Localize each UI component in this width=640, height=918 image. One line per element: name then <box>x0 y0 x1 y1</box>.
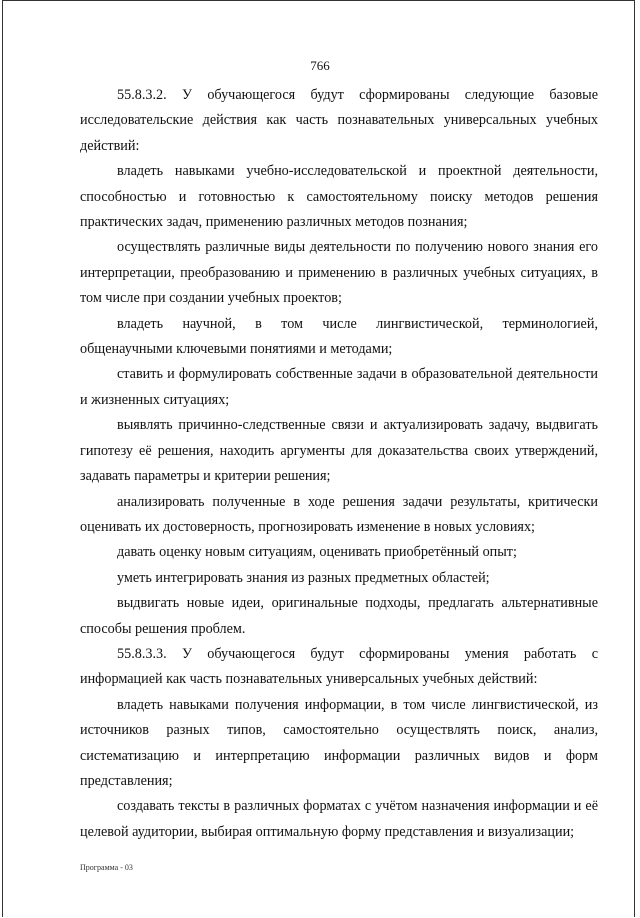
list-item: анализировать полученные в ходе решения задачи результаты, критически оценивать их достоверность, прогнозировать изменение в новых условиях; <box>80 493 598 535</box>
list-item: уметь интегрировать знания из разных предметных областей; <box>117 569 490 586</box>
list-item: выявлять причинно-следственные связи и актуализировать задачу, выдвигать гипотезу её решения, находить аргументы для доказательства своих утверждений, задавать параметры и критерии решения; <box>80 417 598 485</box>
list-item: владеть навыками получения информации, в том числе лингвистической, из источников разных типов, самостоятельно осуществлять поиск, анализ, систематизацию и интерпретацию информации различных видов и форм представления; <box>80 696 598 789</box>
list-item: создавать тексты в различных форматах с учётом назначения информации и её целевой аудитории, выбирая оптимальную форму представления и визуализации; <box>80 798 598 840</box>
list-item: владеть научной, в том числе лингвистической, терминологией, общенаучными ключевыми понятиями и методами; <box>80 315 598 358</box>
paragraph-55-8-3-2: 55.8.3.2. У обучающегося будут сформированы следующие базовые исследовательские действия как часть познавательных универсальных учебных действий: <box>80 87 598 154</box>
page-number: 766 <box>310 58 330 73</box>
list-item: давать оценку новым ситуациям, оценивать приобретённый опыт; <box>117 544 517 561</box>
paragraph-55-8-3-3: 55.8.3.3. У обучающегося будут сформированы умения работать с информацией как часть познавательных универсальных учебных действий: <box>80 645 598 688</box>
list-item: владеть навыками учебно-исследовательской и проектной деятельности, способностью и готовностью к самостоятельному поиску методов решения практических задач, применению различных методов познания; <box>80 163 598 231</box>
list-item: ставить и формулировать собственные задачи в образовательной деятельности и жизненных ситуациях; <box>80 366 598 408</box>
footer-note: Программа - 03 <box>80 863 133 872</box>
list-item: осуществлять различные виды деятельности по получению нового знания его интерпретации, преобразованию и применению в различных учебных ситуациях, в том числе при создании учебных проектов; <box>80 239 598 307</box>
list-item: выдвигать новые идеи, оригинальные подходы, предлагать альтернативные способы решения проблем. <box>80 595 598 637</box>
document-body <box>80 83 598 845</box>
